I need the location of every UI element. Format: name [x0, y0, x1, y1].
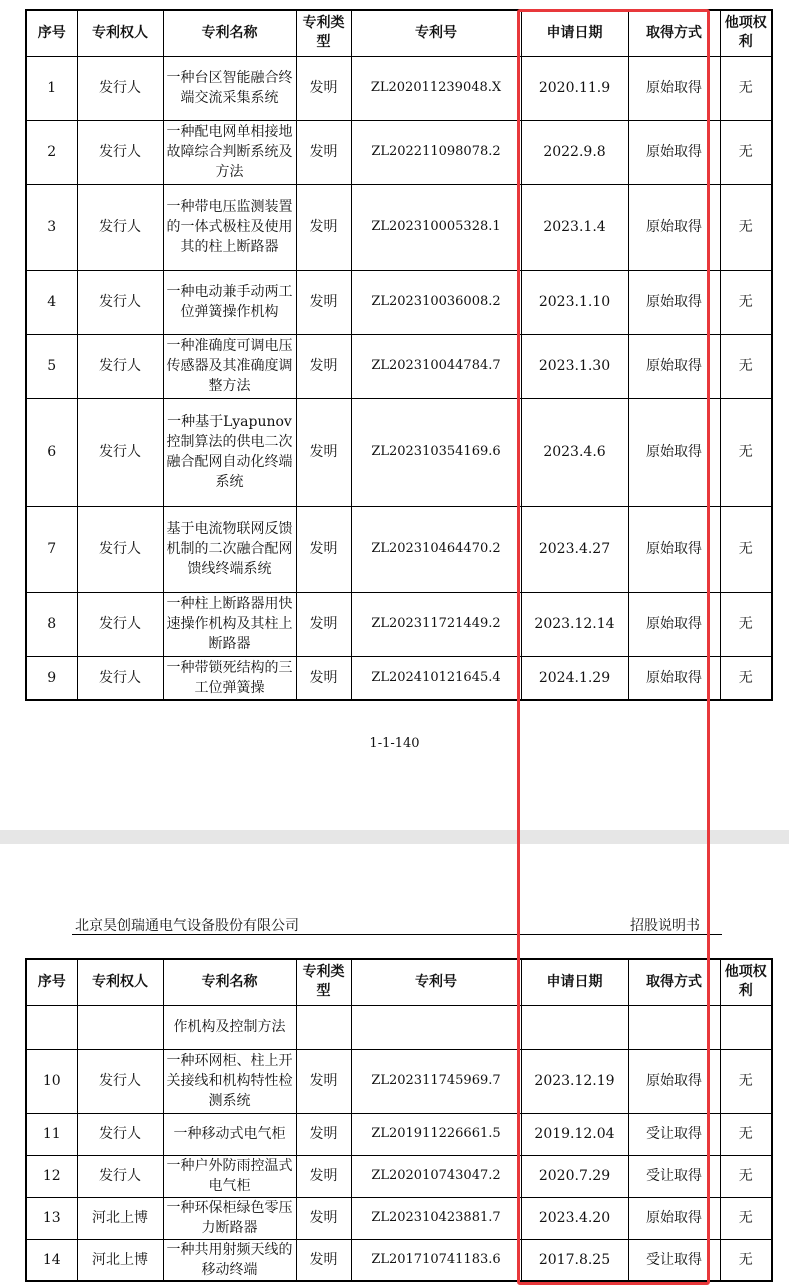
cell-date: 2019.12.04 [521, 1113, 628, 1155]
cell-number: ZL202310354169.6 [351, 398, 521, 506]
cell-date: 2023.12.14 [521, 592, 628, 656]
cell-patentee: 河北上博 [77, 1239, 163, 1281]
cell-number: ZL202311721449.2 [351, 592, 521, 656]
header-seq: 序号 [26, 959, 77, 1005]
header-seq: 序号 [26, 10, 77, 56]
header-date: 申请日期 [521, 10, 628, 56]
cell-patentee: 发行人 [77, 270, 163, 334]
header-rights: 他项权利 [720, 959, 772, 1005]
cell-name: 一种环网柜、柱上开关接线和机构特性检测系统 [163, 1049, 296, 1113]
cell-type: 发明 [296, 1155, 351, 1197]
header-rule [72, 934, 722, 935]
cell-name: 作机构及控制方法 [163, 1005, 296, 1049]
cell-patentee: 发行人 [77, 120, 163, 184]
cell-name: 一种配电网单相接地故障综合判断系统及方法 [163, 120, 296, 184]
cell-method: 原始取得 [628, 184, 720, 270]
cell-type: 发明 [296, 1197, 351, 1239]
cell-rights: 无 [720, 398, 772, 506]
cell-date [521, 1005, 628, 1049]
cell-seq: 9 [26, 656, 77, 700]
cell-rights: 无 [720, 56, 772, 120]
cell-patentee: 发行人 [77, 1155, 163, 1197]
table-row [26, 592, 772, 656]
cell-type: 发明 [296, 56, 351, 120]
cell-seq: 7 [26, 506, 77, 592]
cell-rights: 无 [720, 334, 772, 398]
cell-date: 2023.12.19 [521, 1049, 628, 1113]
cell-number: ZL202310044784.7 [351, 334, 521, 398]
page-number: 1-1-140 [369, 736, 420, 751]
table-header-row [26, 10, 772, 56]
cell-patentee: 发行人 [77, 1049, 163, 1113]
cell-seq [26, 1005, 77, 1049]
header-type: 专利类型 [296, 10, 351, 56]
cell-number: ZL202211098078.2 [351, 120, 521, 184]
table-row [26, 398, 772, 506]
cell-method: 原始取得 [628, 1197, 720, 1239]
cell-rights: 无 [720, 120, 772, 184]
cell-name: 一种电动兼手动两工位弹簧操作机构 [163, 270, 296, 334]
cell-name: 一种台区智能融合终端交流采集系统 [163, 56, 296, 120]
cell-type: 发明 [296, 270, 351, 334]
cell-number [351, 1005, 521, 1049]
cell-date: 2024.1.29 [521, 656, 628, 700]
cell-date: 2017.8.25 [521, 1239, 628, 1281]
page-gap [0, 830, 789, 844]
cell-name: 一种户外防雨控温式电气柜 [163, 1155, 296, 1197]
header-name: 专利名称 [163, 10, 296, 56]
table-row [26, 184, 772, 270]
cell-method: 原始取得 [628, 270, 720, 334]
cell-method: 原始取得 [628, 334, 720, 398]
cell-date: 2023.1.30 [521, 334, 628, 398]
cell-rights: 无 [720, 506, 772, 592]
patent-table-page2 [25, 958, 773, 1282]
cell-rights: 无 [720, 1049, 772, 1113]
cell-method: 原始取得 [628, 656, 720, 700]
cell-method: 原始取得 [628, 398, 720, 506]
header-method: 取得方式 [628, 10, 720, 56]
cell-rights: 无 [720, 1113, 772, 1155]
cell-name: 一种基于Lyapunov控制算法的供电二次融合配网自动化终端系统 [163, 398, 296, 506]
cell-number: ZL202310464470.2 [351, 506, 521, 592]
cell-method: 受让取得 [628, 1155, 720, 1197]
cell-seq: 10 [26, 1049, 77, 1113]
cell-type [296, 1005, 351, 1049]
cell-date: 2023.1.10 [521, 270, 628, 334]
cell-type: 发明 [296, 184, 351, 270]
table-row [26, 1155, 772, 1197]
cell-date: 2020.11.9 [521, 56, 628, 120]
cell-rights: 无 [720, 592, 772, 656]
cell-date: 2022.9.8 [521, 120, 628, 184]
cell-method: 受让取得 [628, 1113, 720, 1155]
company-header: 北京昊创瑞通电气设备股份有限公司 [75, 918, 299, 934]
cell-seq: 5 [26, 334, 77, 398]
cell-rights: 无 [720, 1239, 772, 1281]
header-number: 专利号 [351, 10, 521, 56]
cell-rights: 无 [720, 1197, 772, 1239]
cell-type: 发明 [296, 398, 351, 506]
cell-name: 一种带锁死结构的三工位弹簧操 [163, 656, 296, 700]
cell-patentee: 河北上博 [77, 1197, 163, 1239]
cell-patentee: 发行人 [77, 398, 163, 506]
cell-seq: 1 [26, 56, 77, 120]
header-type: 专利类型 [296, 959, 351, 1005]
doc-header: 招股说明书 [630, 918, 700, 934]
cell-name: 基于电流物联网反馈机制的二次融合配网馈线终端系统 [163, 506, 296, 592]
cell-type: 发明 [296, 1239, 351, 1281]
cell-patentee: 发行人 [77, 1113, 163, 1155]
cell-seq: 14 [26, 1239, 77, 1281]
patent-table-page1 [25, 9, 773, 701]
cell-type: 发明 [296, 656, 351, 700]
cell-seq: 8 [26, 592, 77, 656]
table-row [26, 1049, 772, 1113]
cell-seq: 6 [26, 398, 77, 506]
cell-date: 2023.1.4 [521, 184, 628, 270]
cell-type: 发明 [296, 334, 351, 398]
cell-rights: 无 [720, 656, 772, 700]
cell-method: 原始取得 [628, 1049, 720, 1113]
cell-type: 发明 [296, 1113, 351, 1155]
cell-method: 原始取得 [628, 120, 720, 184]
table-header-row [26, 959, 772, 1005]
cell-name: 一种柱上断路器用快速操作机构及其柱上断路器 [163, 592, 296, 656]
cell-patentee: 发行人 [77, 592, 163, 656]
cell-number: ZL202311745969.7 [351, 1049, 521, 1113]
table-row [26, 270, 772, 334]
cell-seq: 13 [26, 1197, 77, 1239]
cell-seq: 2 [26, 120, 77, 184]
cell-patentee: 发行人 [77, 334, 163, 398]
header-patentee: 专利权人 [77, 959, 163, 1005]
cell-method: 受让取得 [628, 1239, 720, 1281]
header-number: 专利号 [351, 959, 521, 1005]
table-row [26, 1239, 772, 1281]
cell-number: ZL202410121645.4 [351, 656, 521, 700]
cell-name: 一种共用射频天线的移动终端 [163, 1239, 296, 1281]
cell-name: 一种环保柜绿色零压力断路器 [163, 1197, 296, 1239]
cell-method: 原始取得 [628, 592, 720, 656]
cell-patentee: 发行人 [77, 506, 163, 592]
cell-seq: 3 [26, 184, 77, 270]
header-date: 申请日期 [521, 959, 628, 1005]
cell-seq: 11 [26, 1113, 77, 1155]
cell-method: 原始取得 [628, 56, 720, 120]
cell-date: 2023.4.6 [521, 398, 628, 506]
cell-number: ZL201710741183.6 [351, 1239, 521, 1281]
cell-patentee: 发行人 [77, 184, 163, 270]
cell-type: 发明 [296, 506, 351, 592]
cell-date: 2023.4.20 [521, 1197, 628, 1239]
cell-patentee [77, 1005, 163, 1049]
cell-number: ZL202310036008.2 [351, 270, 521, 334]
cell-number: ZL202011239048.X [351, 56, 521, 120]
table-row [26, 56, 772, 120]
table-row [26, 1113, 772, 1155]
cell-number: ZL202310423881.7 [351, 1197, 521, 1239]
table-row [26, 656, 772, 700]
cell-number: ZL202310005328.1 [351, 184, 521, 270]
table-row [26, 1005, 772, 1049]
cell-date: 2023.4.27 [521, 506, 628, 592]
cell-rights: 无 [720, 270, 772, 334]
cell-type: 发明 [296, 592, 351, 656]
table-row [26, 120, 772, 184]
cell-seq: 12 [26, 1155, 77, 1197]
table-row [26, 506, 772, 592]
cell-name: 一种移动式电气柜 [163, 1113, 296, 1155]
cell-method: 原始取得 [628, 506, 720, 592]
header-rights: 他项权利 [720, 10, 772, 56]
header-method: 取得方式 [628, 959, 720, 1005]
header-patentee: 专利权人 [77, 10, 163, 56]
cell-date: 2020.7.29 [521, 1155, 628, 1197]
cell-name: 一种带电压监测装置的一体式极柱及使用其的柱上断路器 [163, 184, 296, 270]
cell-rights: 无 [720, 184, 772, 270]
cell-seq: 4 [26, 270, 77, 334]
cell-patentee: 发行人 [77, 56, 163, 120]
cell-rights [720, 1005, 772, 1049]
cell-type: 发明 [296, 120, 351, 184]
cell-method [628, 1005, 720, 1049]
cell-type: 发明 [296, 1049, 351, 1113]
header-name: 专利名称 [163, 959, 296, 1005]
cell-patentee: 发行人 [77, 656, 163, 700]
cell-name: 一种准确度可调电压传感器及其准确度调整方法 [163, 334, 296, 398]
cell-number: ZL201911226661.5 [351, 1113, 521, 1155]
cell-rights: 无 [720, 1155, 772, 1197]
cell-number: ZL202010743047.2 [351, 1155, 521, 1197]
table-row [26, 1197, 772, 1239]
table-row [26, 334, 772, 398]
